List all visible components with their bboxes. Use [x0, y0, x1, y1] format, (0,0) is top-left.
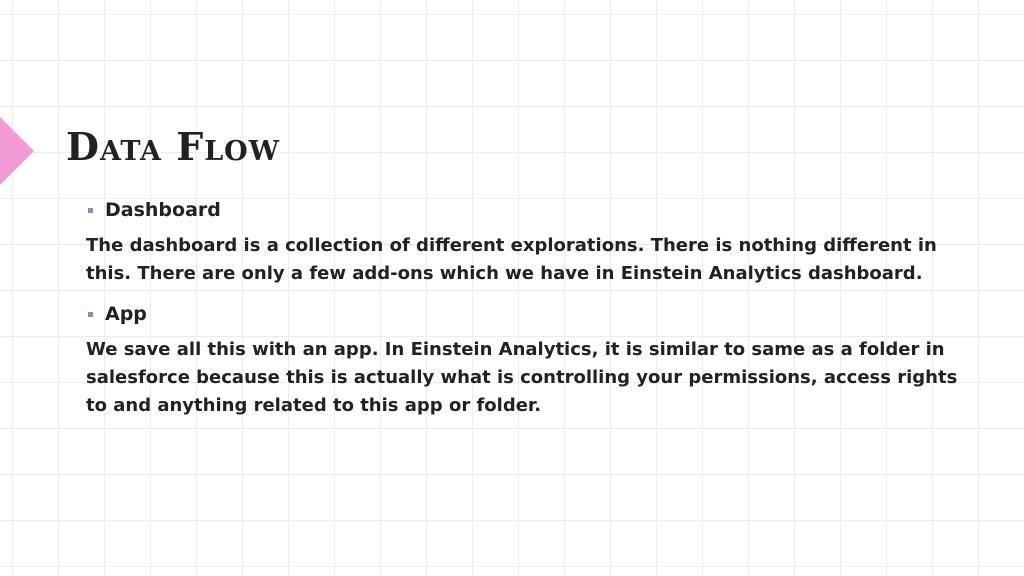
- bullet-label: Dashboard: [105, 199, 221, 221]
- bullet-marker-icon: [88, 208, 93, 213]
- dashboard-description: The dashboard is a collection of different explorations. There is nothing different in this. There are only a few add-ons which we have in Einstein Analytics dashboard.: [86, 235, 937, 284]
- slide-content: [86, 196, 966, 432]
- bullet-label: App: [105, 303, 147, 325]
- slide-title: Data Flow: [66, 124, 281, 169]
- accent-triangle: [0, 117, 34, 185]
- app-description: We save all this with an app. In Einstein Analytics, it is similar to same as a folder in salesforce because this is actually what is controlling your permissions, access rights to and anything related to this app or folder.: [86, 339, 958, 416]
- bullet-app: [86, 300, 966, 328]
- bullet-marker-icon: [88, 312, 93, 317]
- bullet-dashboard: [86, 196, 966, 224]
